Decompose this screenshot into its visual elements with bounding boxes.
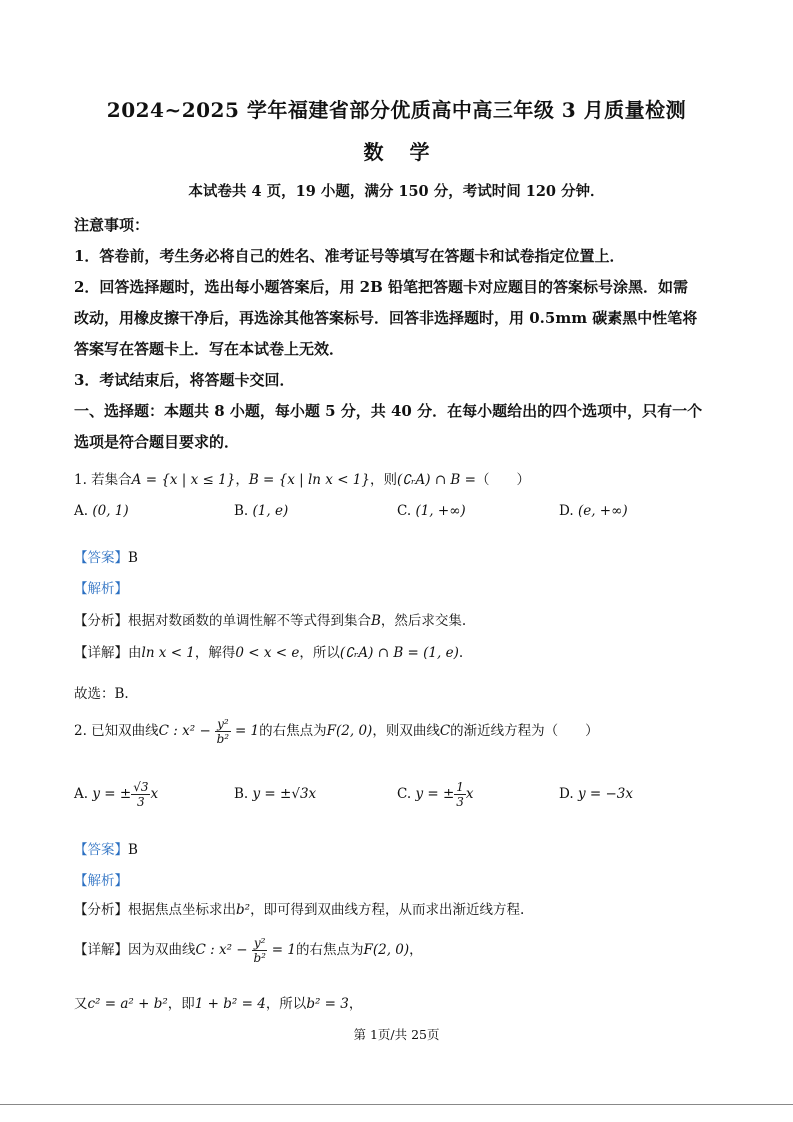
q1-option-c: C. (1, +∞): [397, 503, 466, 519]
question-2-stem: 2. 已知双曲线C : x² − $\frac{\text{y²}}{\text{b²}}$ = 1的右焦点为F(2, 0)，则双曲线C的渐近线方程为（ ）: [74, 717, 599, 746]
q1-answer: 【答案】B: [74, 550, 138, 566]
section-1-line-1: 一、选择题：本题共 8 小题，每小题 5 分，共 40 分．在每小题给出的四个选项中，只有一个: [74, 402, 703, 420]
q1-comma-1: ，: [235, 472, 249, 488]
q2-analysis-tag: 【解析】: [74, 873, 128, 889]
q1-detail: 【详解】由ln x < 1，解得0 < x < e，所以(∁ᵣA) ∩ B = (1, e).: [74, 645, 464, 661]
q2-fenxi: 【分析】根据焦点坐标求出b²，即可得到双曲线方程，从而求出渐近线方程.: [74, 902, 525, 918]
q1-option-d: D. (e, +∞): [559, 503, 628, 519]
bottom-divider: [0, 1104, 793, 1105]
notes-item-2-line-1: 2．回答选择题时，选出每小题答案后，用 2B 铅笔把答题卡对应题目的答案标号涂黑．如需: [74, 278, 689, 296]
answer-tag: 【答案】: [74, 550, 128, 566]
notes-item-1: 1．答卷前，考生务必将自己的姓名、准考证号等填写在答题卡和试卷指定位置上．: [74, 247, 625, 265]
exam-subject: 数学: [363, 140, 456, 164]
q1-prefix: 1. 若集合: [74, 472, 132, 488]
q2-option-c: C. y = ± $\frac{1}{3}$ x: [397, 780, 474, 809]
q1-option-a: A. (0, 1): [74, 503, 129, 519]
notes-item-3: 3．考试结束后，将答题卡交回．: [74, 371, 295, 389]
q1-paren: （ ）: [475, 472, 530, 488]
q2-option-a: A. y = ± $\frac{√3}{3}$ x: [74, 780, 159, 809]
q1-conclusion: 故选：B.: [74, 686, 129, 702]
exam-info: 本试卷共 4 页，19 小题，满分 150 分，考试时间 120 分钟．: [188, 183, 605, 200]
q1-fenxi: 【分析】根据对数函数的单调性解不等式得到集合B，然后求交集.: [74, 613, 467, 629]
notes-item-2-line-3: 答案写在答题卡上．写在本试卷上无效．: [74, 340, 345, 358]
section-1-line-2: 选项是符合题目要求的．: [74, 433, 240, 451]
q1-set-a: A = {x | x ≤ 1}: [131, 472, 236, 488]
notes-heading: 注意事项：: [74, 216, 150, 234]
q2-answer: 【答案】B: [74, 842, 138, 858]
q1-comma-2: ，则: [369, 472, 397, 488]
q1-expression: (∁ᵣA) ∩ B =: [396, 472, 476, 488]
page-footer: 第 1页/共 25页: [353, 1027, 440, 1042]
question-1-stem: [74, 468, 530, 488]
q2-option-b: B. y = ±√3x: [234, 786, 317, 802]
exam-title: 2024~2025 学年福建省部分优质高中高三年级 3 月质量检测: [106, 98, 687, 122]
q1-option-b: B. (1, e): [234, 503, 289, 519]
q2-detail: 【详解】因为双曲线C : x² − $\frac{\text{y²}}{\text{b²}}$ = 1的右焦点为F(2, 0)，: [74, 936, 423, 965]
q1-set-b: B = {x | ln x < 1}: [248, 472, 370, 488]
notes-item-2-line-2: 改动，用橡皮擦干净后，再选涂其他答案标号．回答非选择题时，用 0.5mm 碳素黑中性笔将: [74, 309, 698, 327]
q2-detail-line-2: 又c² = a² + b²，即1 + b² = 4，所以b² = 3，: [74, 996, 363, 1012]
q2-fraction: $\frac{\text{y²}}{\text{b²}}$: [216, 717, 230, 746]
q2-option-d: D. y = −3x: [559, 786, 633, 802]
q1-analysis-tag: 【解析】: [74, 581, 128, 597]
